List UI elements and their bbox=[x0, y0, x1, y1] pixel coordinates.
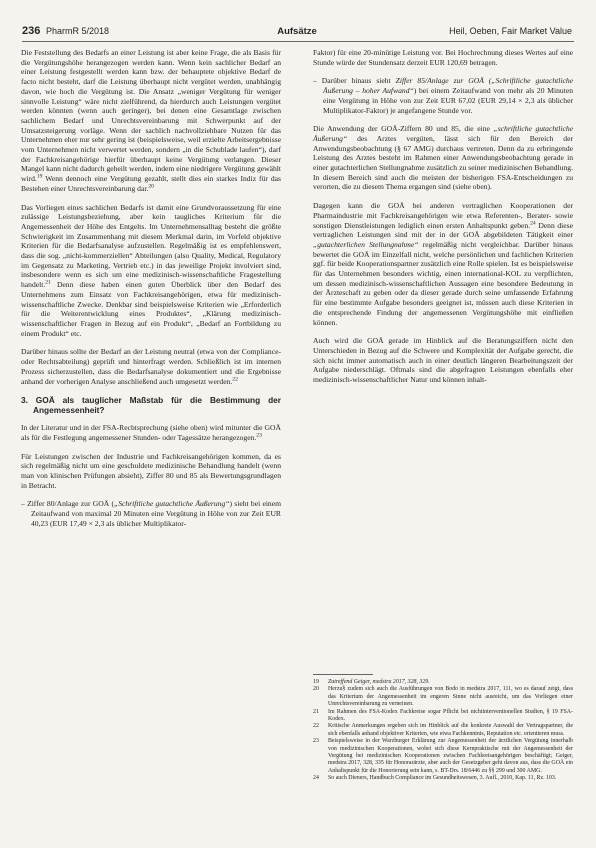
footnotes bbox=[313, 674, 573, 783]
list-item: – Ziffer 80/Anlage zur GOÄ („Schriftliche gutachtliche Äußerung“) sieht bei einem Zeitaufwand von maximal 20 Minuten eine Vergütung in Höhe von zur Zeit EUR 40,23 (EUR 17,49 × 2,3 als üblicher Multiplikator- bbox=[21, 499, 282, 528]
header-rule bbox=[22, 41, 574, 42]
footnote-ref: 23 bbox=[256, 432, 262, 439]
left-column bbox=[21, 48, 281, 538]
footnote: 23 Beispielsweise in der Warzburger Erklärung zur Angemessenheit der ärztlichen Vergütung innerhalb von medizinischen Kooperationen, wobei sich diese Kernpraktische mit der Angemessenheit der Vergütung bei medizinischen Kooperationen zwischen Fachkreisangehörigen beschäftigt; Geiger, medstra 2017, 328, 335 für Honorarärzte, aber auch der Gesetzgeber geht davon aus, dass die GOÄ ein Anhaltspunkt für die Honorierung sein kann, s. BT-Drs. 18/6446 zu §§ 299 und 300 AMG. bbox=[313, 738, 573, 774]
paragraph: Die Feststellung des Bedarfs an einer Leistung ist aber keine Frage, die als Basis für die Vergütungshöhe herangezogen werden kann. Wenn kein sachlicher Bedarf an einer Leistung festgestellt werden kann bzw. der behauptete objektive Bedarf de facto nicht besteht, darf die Leistung überhaupt nicht vergütet werden, unabhängig davon, wie hoch die Vergütung ist. Die Ansatz „weniger Vergütung für weniger sinnvolle Leistung“ wäre nicht zielführend, da hierdurch auch Leistungen vergütet werden könnten (wenn auch geringer), bei denen eine Gesamtlage zwischen sachlichem Bedarf und Unrechtsvereinbarung mit Schwerpunkt auf der Umsatzsteigerung vorläge. Wenn der sachlich nachvollziehbare Nutzen für das Unternehmen eher nur sehr gering ist (beispielsweise, weil erzielte Arbeitsergebnisse vom Unternehmen nicht verwertet werden, sondern „in die Schublade laufen“), darf der Fachkreisangehörige hierfür überhaupt keine Vergütung verlangen. Dieser Mangel kann nicht dadurch geheilt werden, indem eine niedrigere Vergütung gewählt wird.$^{19}$ Wenn dennoch eine Vergütung gezahlt, stellt dies ein starkes Indiz für das Bestehen einer Unrechtsvereinbarung dar.$^{20}$ bbox=[21, 48, 281, 193]
footnote: 20 Herzu§ zudem sich auch die Ausführungen von Bodo in medstra 2017, 111, wo es darauf zeigt, dass das Kriterium der Angemessenheit im engeren Sinne nicht ausreicht, um das Vorliegen einer Unrechtsvereinbarung zu verneinen. bbox=[313, 686, 573, 708]
footnote: 19 Zutreffend Geiger, medstra 2017, 328, 329. bbox=[313, 679, 430, 685]
footnote-rule bbox=[313, 674, 373, 675]
list-item: – Darüber hinaus sieht Ziffer 85/Anlage zur GOÄ („Schriftliche gutachtliche Äußerung – hoher Aufwand“) bei einem Zeitaufwand von mehr als 20 Minuten eine Vergütung in Höhe von zur Zeit EUR 67,02 (EUR 29,14 × 2,3 als üblicher Multiplikator-Faktor) je angefangene Stunde vor. bbox=[313, 76, 573, 115]
running-header bbox=[22, 25, 572, 41]
footnote-ref: 22 bbox=[232, 375, 238, 382]
authors-title: Heil, Oeben, Fair Market Value bbox=[449, 26, 572, 36]
paragraph: Darüber hinaus sollte der Bedarf an der Leistung neutral (etwa von der Compliance- oder Rechtsabteilung) geprüft und hinterfragt werden. Schließlich ist im internen Prozess sicherzustellen, dass die Bedarfsanalyse dokumentiert und die Ergebnisse anhand der vorherigen Analyse anschließend auch umgesetzt werden.$^{22}$ bbox=[21, 347, 281, 386]
paragraph: In der Literatur und in der FSA-Rechtsprechung (siehe oben) wird mitunter die GOÄ als für die Festlegung angemessener Stunden- oder Tagessätze herangezogen.$^{23}$ bbox=[21, 423, 281, 442]
footnote-ref: 19 bbox=[36, 173, 43, 180]
footnote: 22 Kritische Anmerkungen ergeben sich im Hinblick auf die konkrete Auswahl der Vertragspartner, die sich ebenfalls anhand objektiver Kriterien, wie etwa Fachkenntnis, Reputation etc. orientieren muss. bbox=[313, 723, 573, 737]
footnote-ref: 21 bbox=[45, 279, 51, 286]
paragraph: Auch wird die GOÄ gerade im Hinblick auf die Beratungsziffern nicht den Unterschieden in Bezug auf die Schwere und Komplexität der Aufgabe gerecht, die sich nicht immer automatisch auch in einer deutlich längeren Bearbeitungszeit der Aufgabe niederschlägt. Oftmals sind die abgefragten Leistungen ebenfalls eher medizinisch-wissenschaftlicher Natur und können inhalt- bbox=[313, 336, 573, 385]
paragraph: Faktor) für eine 20-minütige Leistung vor. Bei Hochrechnung dieses Wertes auf eine Stunde würde der Stundensatz derzeit EUR 120,69 betragen. bbox=[313, 48, 573, 67]
paragraph: Für Leistungen zwischen der Industrie und Fachkreisangehörigen kommen, da es sich regelmäßig nicht um eine geschuldete medizinische Behandlung handelt (wenn man von klinischen Prüfungen absieht), Ziffer 80 und 85 als Bewertungsgrundlagen in Betracht. bbox=[21, 451, 281, 490]
paragraph: Die Anwendung der GOÄ-Ziffern 80 und 85, die eine „schriftliche gutachtliche Äußerung“ des Arztes vergüten, lässt sich für den Bereich der Anwendungsbeobachtung (§ 67 AMG) durchaus vertreten. Denn da zu erbringende Leistung des Arztes besteht im Rahmen einer Anwendungsbeobachtung gerade in einer gutachterlichen Stellungnahme zusätzlich zu seiner medizinischen Behandlung. In diesem Bereich sind auch die meisten der bisherigen FSA-Entscheidungen zu verorten, die zu diesem Thema ergangen sind (siehe oben). bbox=[313, 124, 573, 192]
footnote: 24 So auch Dieners, Handbuch Compliance im Gesundheitswesen, 3. Aufl., 2010, Kap. 11, Rz. 103. bbox=[313, 775, 557, 782]
footnote: 21 Im Rahmen des FSA-Kodex Fachkreise sogar Pflicht bei nichtinterventionellen Studien, § 19 FSA-Kodex. bbox=[313, 708, 573, 723]
paragraph: Das Vorliegen eines sachlichen Bedarfs ist damit eine Grundvoraussetzung für eine zulässige Leistungsbeziehung, aber kein taugliches Kriterium für die Angemessenheit der Höhe des Entgelts. Im Unternehmensalltag besteht die größte Schwierigkeit im Zusammenhang mit diesem Merkmal darin, im Vorfeld objektive Kriterien für die Bedarfsanalyse aufzustellen. Regelmäßig ist es empfehlenswert, dass die sog. „nicht-kommerziellen“ Abteilungen (also Quality, Medical, Regulatory im Gegensatz zu Marketing, Vertrieb etc.) in das jeweilige Projekt involviert sind, insbesondere wenn es sich um eine medizinisch-wissenschaftliche Fragestellung handelt.$^{21}$ Denn diese haben einen guten Überblick über den Bedarf des Unternehmens zum Einsatz von Fachkreisangehörigen, etwa für medizinisch-wissenschaftliche Zwecke. Denkbar sind beispielsweise Kriterien wie „Erforderlich für die Weiterentwicklung eines Produktes“, „Klärung medizinisch-wissenschaftlicher Fragen in Bezug auf ein Produkt“, „Bedarf an Fortbildung zu einem Produkt“ etc. bbox=[21, 202, 281, 338]
footnote-ref: 20 bbox=[148, 183, 154, 190]
section-title: Aufsätze bbox=[277, 26, 317, 37]
section-heading: 3. GOÄ als tauglicher Maßstab für die Bestimmung der Angemessenheit? bbox=[21, 395, 281, 416]
page-number: 236 bbox=[22, 25, 41, 37]
right-column bbox=[313, 48, 573, 394]
footnote-ref: 24 bbox=[530, 220, 536, 227]
journal-citation: PharmR 5/2018 bbox=[46, 26, 110, 36]
paragraph: Dagegen kann die GOÄ bei anderen vertraglichen Kooperationen der Pharmaindustrie mit Fachkreisangehörigen wie etwa Referenten-, Berater- sowie sonstigen Dienstleistungen lediglich einen ersten Anhaltspunkt geben.$^{24}$ Denn diese vertraglichen Leistungen sind mit der in der GOÄ abgebildeten Tätigkeit einer „gutachterlichen Stellungnahme“ regelmäßig nicht vergleichbar. Darüber hinaus bewertet die GOÄ im Einzelfall nicht, welche persönlichen und fachlichen Kriterien ggf. für beide Kooperationspartner zusätzlich eine Rolle spielen. Ist es beispielsweise für das Unternehmen besonders wichtig, einen international-KOL zu verpflichten, um dessen medizinisch-wissenschaftlichen Aussagen eine besondere Bedeutung in der Ärzteschaft zu geben oder da dieser gerade durch seine umfassende Erfahrung für eine bestimmte Aufgabe besonders geeignet ist, müssen auch diese Kriterien in die entsprechende Findung der angemessenen Vergütungshöhe mit einfließen können. bbox=[313, 201, 574, 327]
